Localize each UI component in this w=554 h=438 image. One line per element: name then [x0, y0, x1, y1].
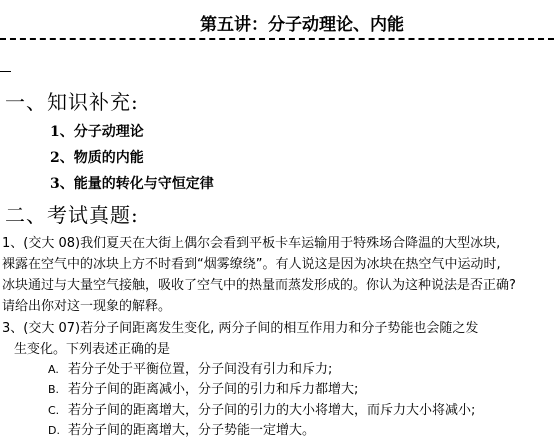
option-text: 若分子间的距离增大，分子间的引力的大小将增大，而斥力大小将减小; — [68, 403, 476, 418]
q1-line-4: 请给出你对这一现象的解释。 — [2, 299, 172, 314]
option-text: 若分子间的距离减小，分子间的引力和斥力都增大; — [68, 382, 359, 397]
q2-option-d — [48, 419, 315, 438]
option-letter: C. — [48, 404, 60, 417]
section1-heading: 一、知识补充: — [5, 90, 139, 114]
section2-heading: 二、考试真题: — [5, 203, 139, 227]
option-text: 若分子处于平衡位置，分子间没有引力和斥力; — [68, 362, 333, 377]
option-letter: B. — [48, 383, 60, 396]
option-letter: A. — [48, 363, 59, 376]
option-text: 若分子间的距离增大，分子势能一定增大。 — [68, 423, 316, 438]
q2-line-2: 生变化。下列表述正确的是 — [14, 342, 171, 357]
q2-option-b — [48, 378, 358, 397]
section1-item-2: 2、物质的内能 — [50, 150, 144, 166]
header-divider — [0, 38, 554, 40]
q2-line-1: 3、(交大 07)若分子间距离发生变化, 两分子间的相互作用力和分子势能也会随之发 — [2, 321, 479, 336]
section1-item-3: 3、能量的转化与守恒定律 — [50, 176, 214, 192]
q2-option-a — [48, 358, 332, 377]
option-letter: D. — [48, 424, 60, 437]
q1-line-3: 冰块通过与大量空气接触，吸收了空气中的热量而蒸发形成的。你认为这种说法是否正确? — [2, 278, 516, 293]
section1-item-1: 1、分子动理论 — [50, 124, 144, 140]
q2-option-c — [48, 399, 475, 418]
q1-line-1: 1、(交大 08)我们夏天在大街上偶尔会看到平板卡车运输用于特殊场合降温的大型冰块, — [2, 236, 501, 251]
page-title: 第五讲：分子动理论、内能 — [200, 15, 404, 35]
q1-line-2: 裸露在空气中的冰块上方不时看到“烟雾缭绕”。有人说这是因为冰块在热空气中运动时, — [2, 257, 501, 272]
header-divider-tail — [0, 71, 11, 72]
